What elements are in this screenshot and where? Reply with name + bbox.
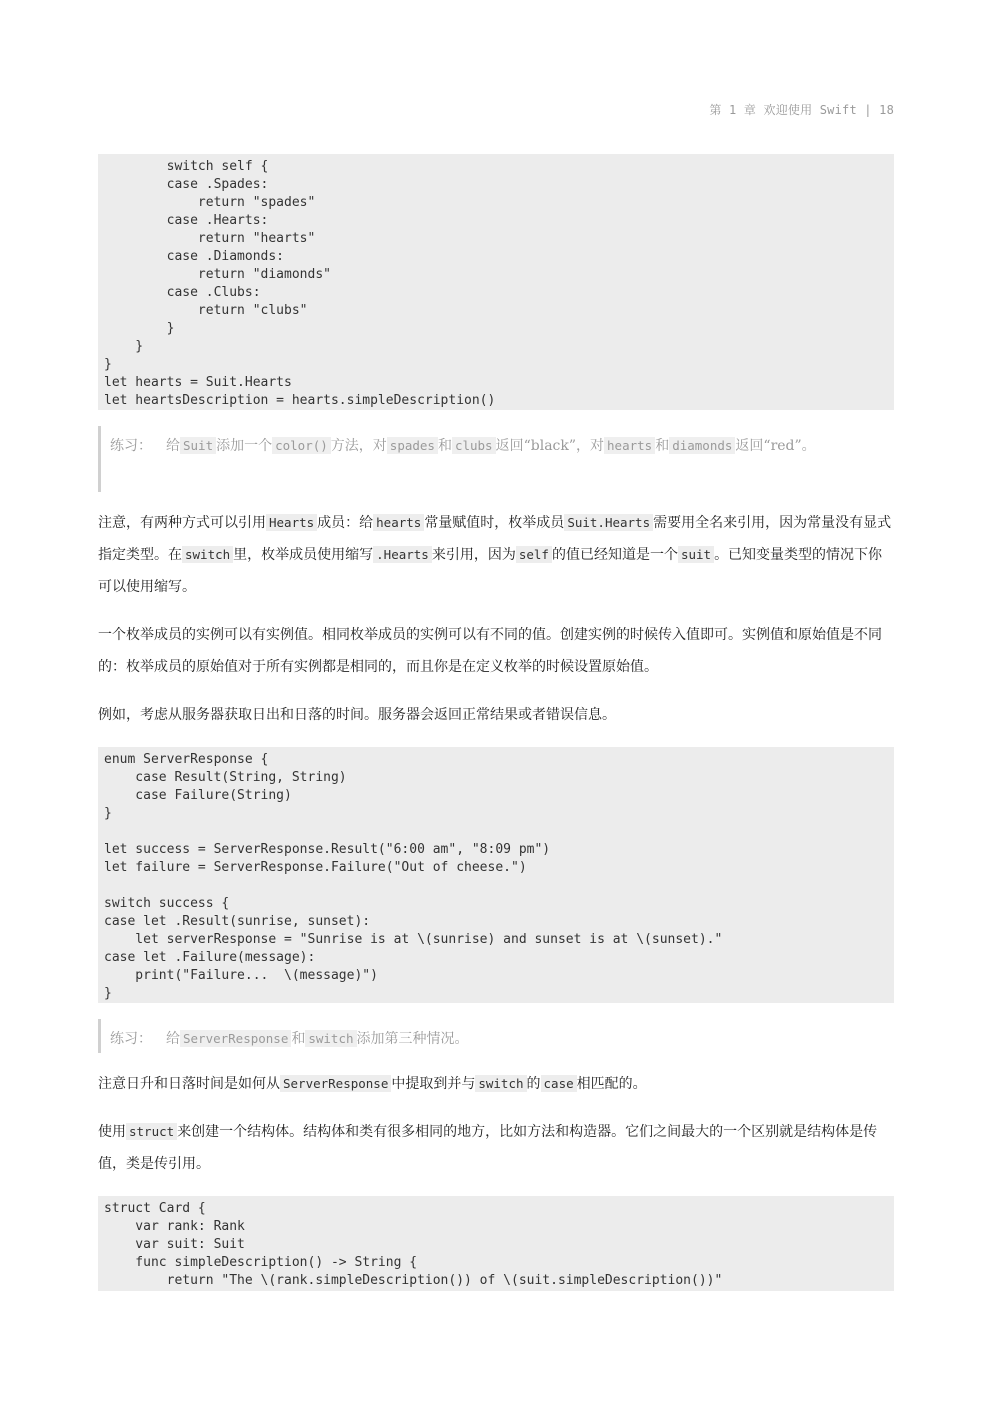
inline-code: switch bbox=[475, 1075, 526, 1092]
code-block-server-response bbox=[98, 747, 894, 1003]
inline-code: color() bbox=[272, 437, 331, 454]
inline-code: case bbox=[541, 1075, 577, 1092]
inline-code: ServerResponse bbox=[180, 1030, 291, 1047]
text: 添加一个 bbox=[216, 438, 273, 454]
inline-code: .Hearts bbox=[373, 546, 432, 563]
code-block-struct-card bbox=[98, 1196, 894, 1291]
paragraph-extraction-note bbox=[98, 1068, 894, 1100]
code-text: switch self { case .Spades: return "spades" case .Hearts: return "hearts" case .Diamonds: return "diamonds" case .Clubs: return "clubs" } } } let hearts = Suit.Hearts let heartsDescription = hearts.simpleDescription() bbox=[98, 154, 894, 410]
text: 和 bbox=[655, 438, 670, 454]
inline-code: ServerResponse bbox=[280, 1075, 391, 1092]
text: 和 bbox=[437, 438, 452, 454]
inline-code: self bbox=[516, 546, 552, 563]
code-text: struct Card { var rank: Rank var suit: Suit func simpleDescription() -> String { return "The \(rank.simpleDescription()) of \(suit.simpleDescription())" bbox=[98, 1196, 894, 1291]
inline-code: hearts bbox=[373, 514, 424, 531]
text: 和 bbox=[291, 1031, 306, 1047]
inline-code: suit bbox=[678, 546, 714, 563]
inline-code: spades bbox=[387, 437, 438, 454]
text: 给 bbox=[166, 1031, 180, 1047]
text: 返回“black”，对 bbox=[495, 438, 605, 454]
code-text: enum ServerResponse { case Result(String, String) case Failure(String) } let success = ServerResponse.Result("6:00 am", "8:09 pm") let failure = ServerResponse.Failure("Out of cheese.") switch success { case let .Result(sunrise, sunset): let serverResponse = "Sunrise is at \(sunrise) and sunset is at \(sunset)." case let .Failure(message): print("Failure... \(message)") } bbox=[98, 747, 894, 1003]
paragraph-struct-intro bbox=[98, 1116, 894, 1180]
text: 来创建一个结构体。结构体和类有很多相同的地方，比如方法和构造器。它们之间最大的一个区别就是结构体是传值，类是传引用。 bbox=[98, 1124, 878, 1172]
inline-code: Hearts bbox=[266, 514, 317, 531]
inline-code: Suit bbox=[180, 437, 216, 454]
text: 注意日升和日落时间是如何从 bbox=[98, 1076, 280, 1092]
text: 需要用全名来引用，因为常量没有显式指定类型。在 bbox=[98, 515, 892, 563]
text: 的 bbox=[526, 1076, 541, 1092]
text: 注意，有两种方式可以引用 bbox=[98, 515, 266, 531]
exercise-label: 练习： bbox=[110, 438, 152, 454]
text: 来引用，因为 bbox=[431, 547, 516, 563]
text: 使用 bbox=[98, 1124, 126, 1140]
inline-code: diamonds bbox=[669, 437, 735, 454]
exercise-third-case bbox=[98, 1019, 894, 1053]
text: 给 bbox=[166, 438, 180, 454]
page-header: 第 1 章 欢迎使用 Swift | 18 bbox=[709, 103, 894, 117]
inline-code: clubs bbox=[452, 437, 496, 454]
exercise-color-method bbox=[98, 426, 894, 492]
exercise-label: 练习： bbox=[110, 1031, 152, 1047]
paragraph-sunrise-example: 例如，考虑从服务器获取日出和日落的时间。服务器会返回正常结果或者错误信息。 bbox=[98, 707, 616, 723]
text: 里，枚举成员使用缩写 bbox=[233, 547, 374, 563]
text: 添加第三种情况。 bbox=[356, 1031, 469, 1047]
text: 的值已经知道是一个 bbox=[551, 547, 678, 563]
text: 常量赋值时，枚举成员 bbox=[424, 515, 565, 531]
paragraph-instance-values: 一个枚举成员的实例可以有实例值。相同枚举成员的实例可以有不同的值。创建实例的时候传入值即可。实例值和原始值是不同的：枚举成员的原始值对于所有实例都是相同的，而且你是在定义枚举的时候设置原始值。 bbox=[98, 627, 882, 675]
inline-code: switch bbox=[305, 1030, 356, 1047]
inline-code: struct bbox=[126, 1123, 177, 1140]
text: 返回“red”。 bbox=[735, 438, 816, 454]
paragraph-hearts-reference bbox=[98, 507, 894, 603]
text: 成员：给 bbox=[317, 515, 374, 531]
text: 方法，对 bbox=[330, 438, 387, 454]
code-block-suit-switch bbox=[98, 154, 894, 410]
text: 相匹配的。 bbox=[576, 1076, 647, 1092]
text: 中提取到并与 bbox=[391, 1076, 476, 1092]
inline-code: Suit.Hearts bbox=[564, 514, 653, 531]
inline-code: hearts bbox=[604, 437, 655, 454]
text: 。已知变量类型的情况下你可以使用缩写。 bbox=[98, 547, 883, 595]
inline-code: switch bbox=[182, 546, 233, 563]
